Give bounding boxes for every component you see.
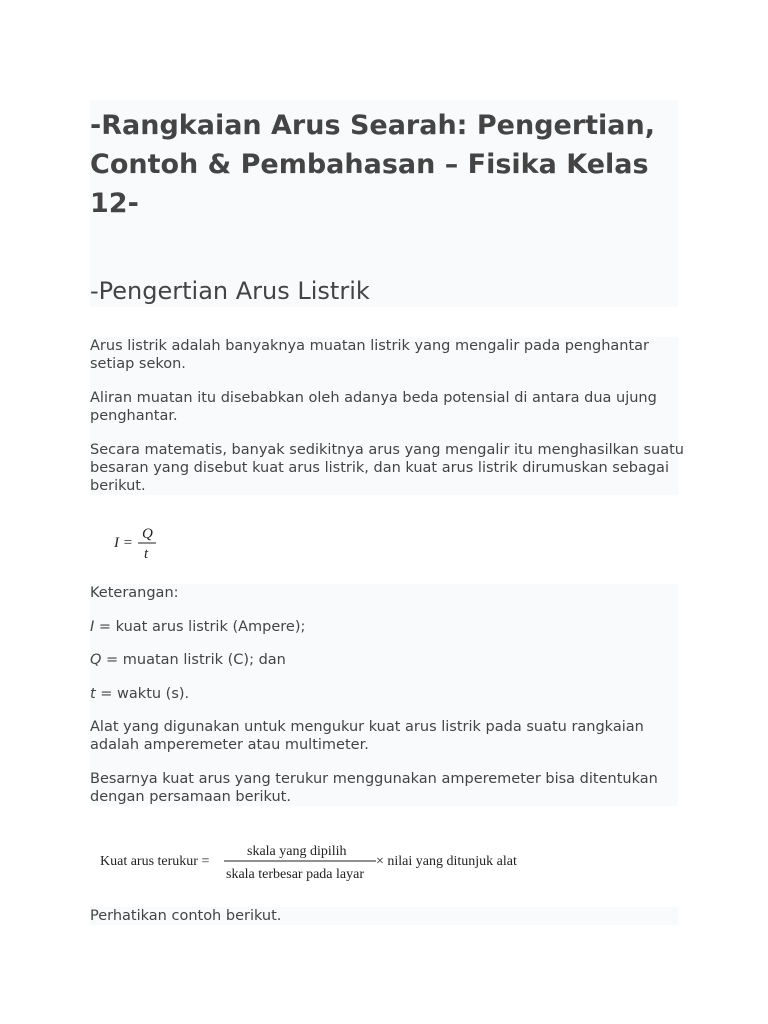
legend-heading: Keterangan: bbox=[90, 585, 179, 601]
formula2-lhs: Kuat arus terukur = bbox=[100, 854, 210, 869]
paragraph-formula-intro: Secara matematis, banyak sedikitnya arus yang mengalir itu menghasilkan suatu besaran yang disebut kuat arus listrik, dan kuat arus listrik dirumuskan sebagai berikut. bbox=[90, 442, 684, 494]
legend-i-symbol: I bbox=[90, 619, 95, 635]
formula2-denominator: skala terbesar pada layar bbox=[226, 867, 364, 882]
formula1-numerator: Q bbox=[142, 526, 153, 542]
legend-t-text: = waktu (s). bbox=[95, 686, 190, 702]
paragraph-cause: Aliran muatan itu disebabkan oleh adanya beda potensial di antara dua ujung penghantar. bbox=[90, 390, 657, 424]
current-formula bbox=[112, 522, 172, 564]
ammeter-formula bbox=[100, 838, 540, 884]
paragraph-example-intro: Perhatikan contoh berikut. bbox=[90, 908, 282, 924]
page-title: -Rangkaian Arus Searah: Pengertian, Contoh & Pembahasan – Fisika Kelas 12- bbox=[90, 110, 656, 219]
paragraph-ammeter-formula-intro: Besarnya kuat arus yang terukur menggunakan amperemeter bisa ditentukan dengan persamaan berikut. bbox=[90, 771, 658, 805]
formula2-numerator: skala yang dipilih bbox=[247, 844, 347, 859]
formula1-lhs: I = bbox=[114, 535, 133, 551]
legend-t bbox=[90, 685, 690, 703]
legend-q-text: = muatan listrik (C); dan bbox=[101, 652, 286, 668]
legend-q-symbol: Q bbox=[90, 652, 102, 668]
formula2-rhs: × nilai yang ditunjuk alat bbox=[376, 854, 517, 869]
legend-i bbox=[90, 618, 690, 636]
formula1-denominator: t bbox=[144, 546, 149, 562]
legend-i-text: = kuat arus listrik (Ampere); bbox=[94, 619, 306, 635]
paragraph-definition: Arus listrik adalah banyaknya muatan listrik yang mengalir pada penghantar setiap sekon. bbox=[90, 338, 650, 372]
paragraph-measuring-tool: Alat yang digunakan untuk mengukur kuat arus listrik pada suatu rangkaian adalah amperemeter atau multimeter. bbox=[90, 719, 644, 753]
legend-q bbox=[90, 651, 690, 669]
section-heading: -Pengertian Arus Listrik bbox=[90, 277, 370, 305]
legend-t-symbol: t bbox=[90, 686, 96, 702]
